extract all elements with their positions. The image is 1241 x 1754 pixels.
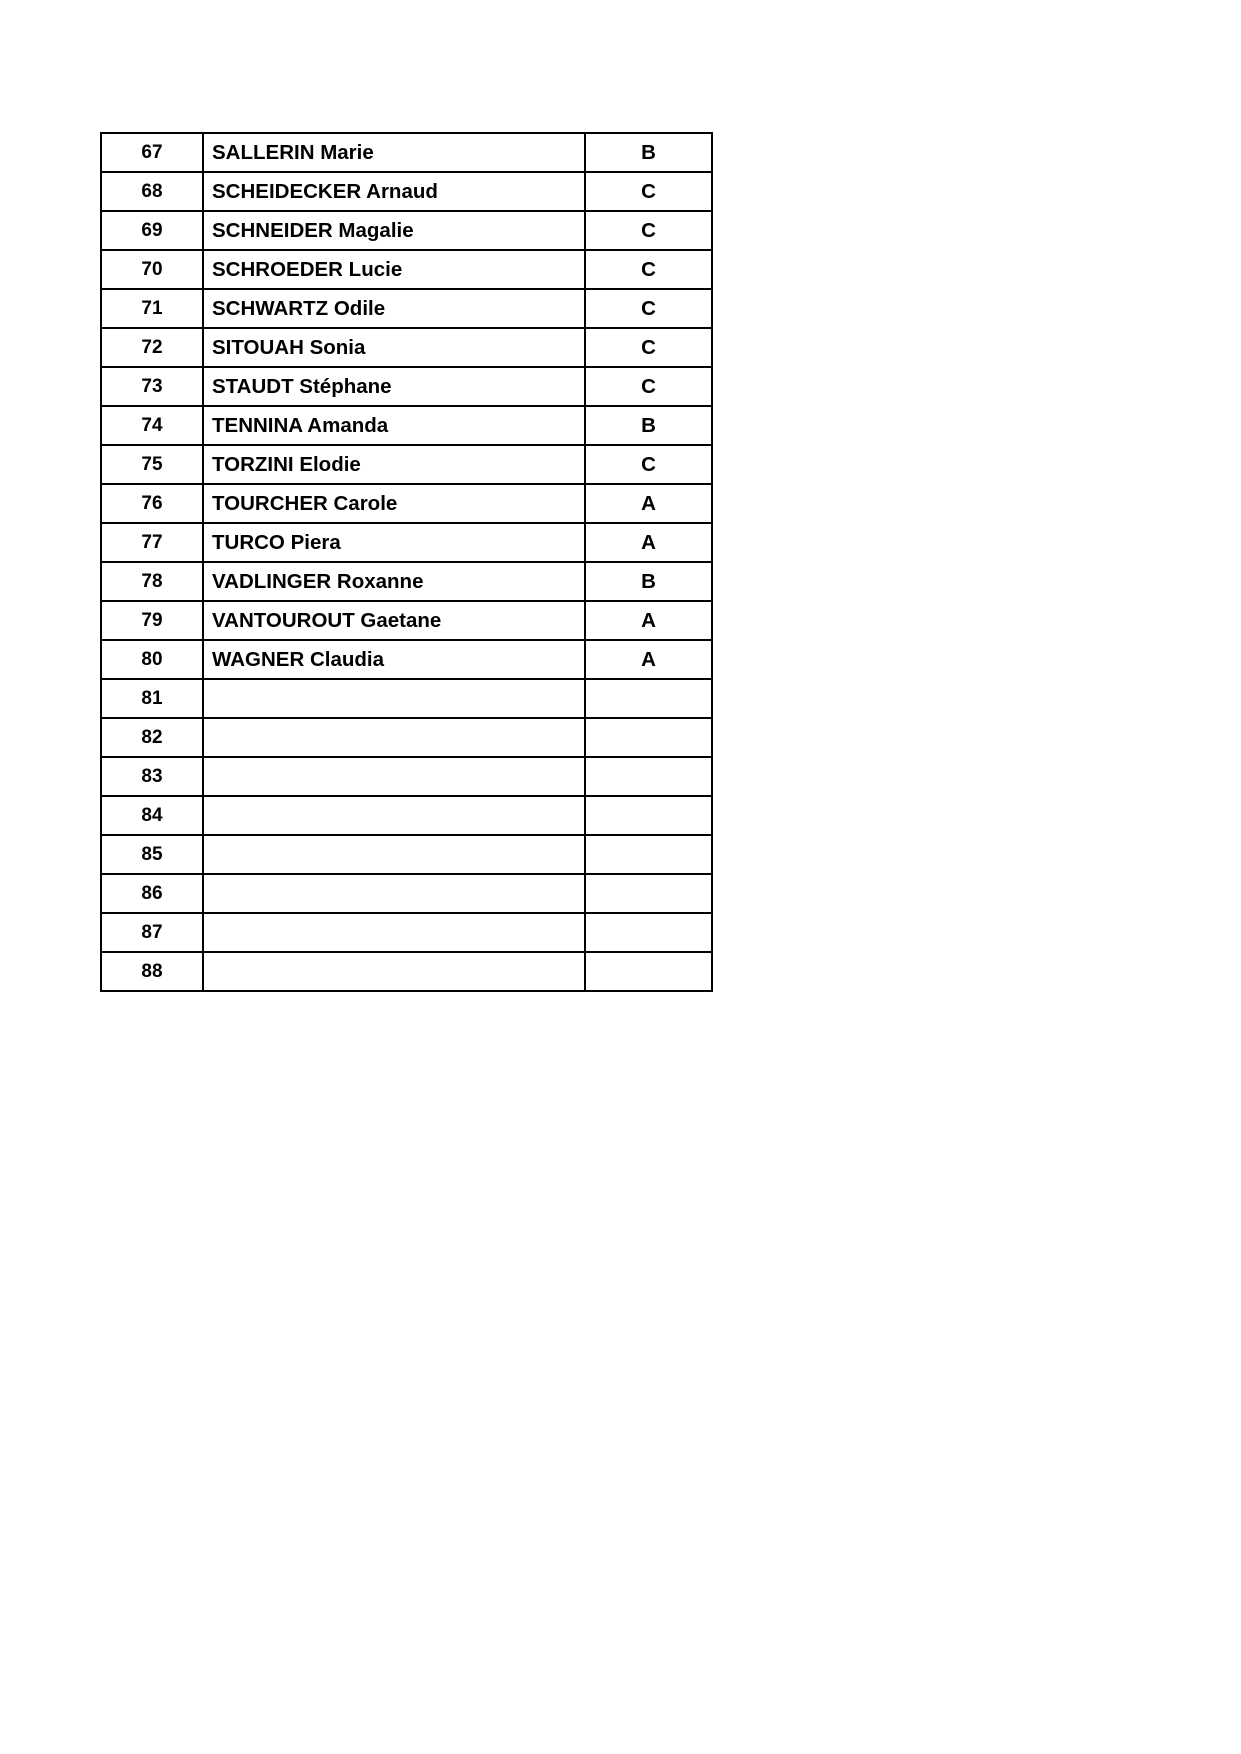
participant-name-cell: SCHNEIDER Magalie (203, 211, 585, 250)
participant-name-cell: STAUDT Stéphane (203, 367, 585, 406)
grade-cell (585, 835, 712, 874)
grade-cell: B (585, 406, 712, 445)
grade-cell: C (585, 289, 712, 328)
participant-name-cell (203, 718, 585, 757)
grade-cell: A (585, 484, 712, 523)
table-row (101, 874, 712, 913)
participant-name-cell: VANTOUROUT Gaetane (203, 601, 585, 640)
row-number-cell: 71 (101, 289, 203, 328)
participant-name-cell: SITOUAH Sonia (203, 328, 585, 367)
row-number-cell: 85 (101, 835, 203, 874)
participant-name-cell (203, 835, 585, 874)
grade-cell: A (585, 640, 712, 679)
grade-cell (585, 952, 712, 991)
participant-name-cell (203, 874, 585, 913)
roster-table (100, 132, 713, 992)
row-number-cell: 77 (101, 523, 203, 562)
roster-table-body (101, 133, 712, 991)
participant-name-cell (203, 679, 585, 718)
row-number-cell: 82 (101, 718, 203, 757)
table-row (101, 211, 712, 250)
table-row (101, 640, 712, 679)
participant-name-cell (203, 913, 585, 952)
row-number-cell: 70 (101, 250, 203, 289)
grade-cell: C (585, 211, 712, 250)
row-number-cell: 79 (101, 601, 203, 640)
grade-cell: C (585, 445, 712, 484)
grade-cell: A (585, 601, 712, 640)
table-row (101, 289, 712, 328)
row-number-cell: 80 (101, 640, 203, 679)
participant-name-cell: SCHROEDER Lucie (203, 250, 585, 289)
table-row (101, 133, 712, 172)
grade-cell (585, 913, 712, 952)
grade-cell: C (585, 250, 712, 289)
row-number-cell: 74 (101, 406, 203, 445)
grade-cell: C (585, 328, 712, 367)
row-number-cell: 81 (101, 679, 203, 718)
table-row (101, 523, 712, 562)
table-row (101, 601, 712, 640)
row-number-cell: 75 (101, 445, 203, 484)
row-number-cell: 76 (101, 484, 203, 523)
participant-name-cell: TORZINI Elodie (203, 445, 585, 484)
row-number-cell: 72 (101, 328, 203, 367)
row-number-cell: 88 (101, 952, 203, 991)
grade-cell: B (585, 133, 712, 172)
row-number-cell: 78 (101, 562, 203, 601)
participant-name-cell: SCHEIDECKER Arnaud (203, 172, 585, 211)
grade-cell (585, 874, 712, 913)
grade-cell (585, 718, 712, 757)
grade-cell: A (585, 523, 712, 562)
table-row (101, 328, 712, 367)
table-row (101, 484, 712, 523)
row-number-cell: 87 (101, 913, 203, 952)
table-row (101, 718, 712, 757)
row-number-cell: 69 (101, 211, 203, 250)
table-row (101, 367, 712, 406)
table-row (101, 835, 712, 874)
table-row (101, 913, 712, 952)
row-number-cell: 86 (101, 874, 203, 913)
participant-name-cell: TURCO Piera (203, 523, 585, 562)
grade-cell (585, 679, 712, 718)
grade-cell: C (585, 172, 712, 211)
table-row (101, 445, 712, 484)
grade-cell (585, 796, 712, 835)
table-row (101, 172, 712, 211)
table-row (101, 406, 712, 445)
row-number-cell: 84 (101, 796, 203, 835)
grade-cell: B (585, 562, 712, 601)
participant-name-cell: VADLINGER Roxanne (203, 562, 585, 601)
table-row (101, 679, 712, 718)
grade-cell: C (585, 367, 712, 406)
participant-name-cell (203, 757, 585, 796)
row-number-cell: 73 (101, 367, 203, 406)
grade-cell (585, 757, 712, 796)
participant-name-cell: SCHWARTZ Odile (203, 289, 585, 328)
participant-name-cell: TOURCHER Carole (203, 484, 585, 523)
table-row (101, 757, 712, 796)
participant-name-cell (203, 952, 585, 991)
participant-name-cell: TENNINA Amanda (203, 406, 585, 445)
participant-name-cell: WAGNER Claudia (203, 640, 585, 679)
participant-name-cell: SALLERIN Marie (203, 133, 585, 172)
row-number-cell: 83 (101, 757, 203, 796)
table-row (101, 796, 712, 835)
table-row (101, 250, 712, 289)
table-row (101, 562, 712, 601)
row-number-cell: 67 (101, 133, 203, 172)
participant-name-cell (203, 796, 585, 835)
row-number-cell: 68 (101, 172, 203, 211)
table-row (101, 952, 712, 991)
